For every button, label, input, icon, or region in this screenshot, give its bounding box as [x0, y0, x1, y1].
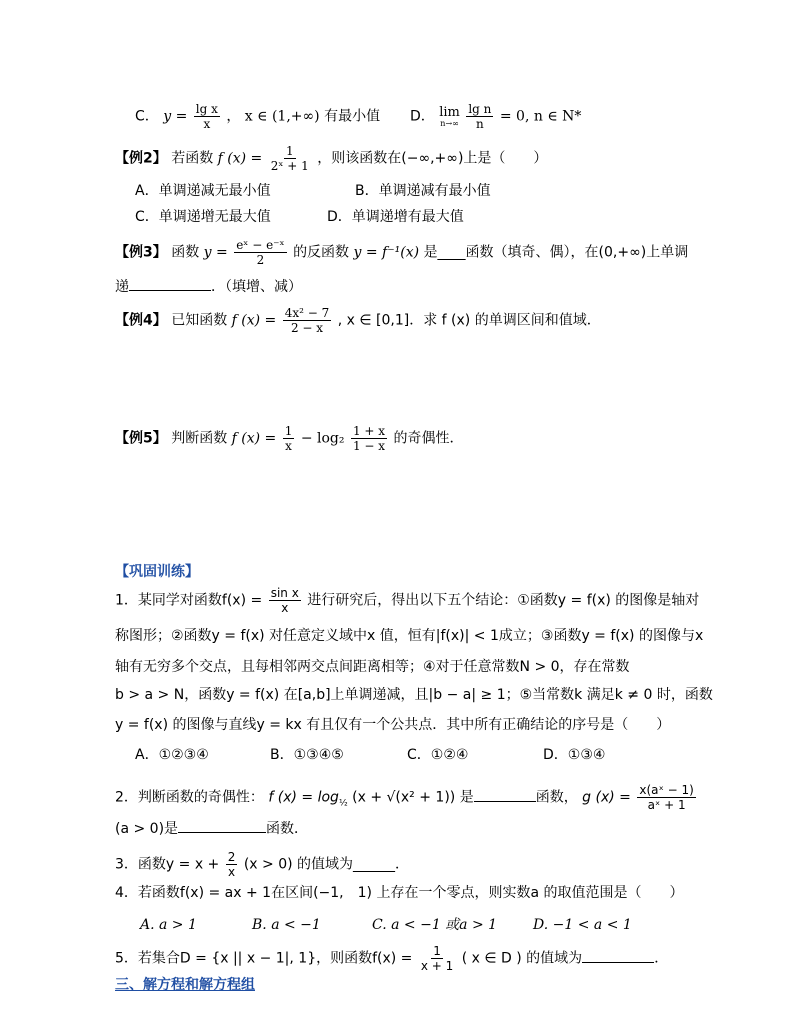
- example-4: 【例4】 已知函数 f (x) = $\frac{\text{4x² − 7}}{2 - x}$ , x ∈ [0,1]．求 f (x) 的单调区间和值域．: [115, 306, 601, 335]
- option-d-row: D． lim n→∞ $\frac{\text{lg n}}{n}$ = 0, n ∈ N*: [410, 102, 582, 131]
- q1-option-a: A．①②③④: [135, 747, 209, 763]
- q2-blank-1[interactable]: [474, 787, 536, 802]
- limit-symbol: lim n→∞: [439, 104, 460, 128]
- question-1-line-5: y = f(x) 的图像与直线y = kx 有且仅有一个公共点．其中所有正确结论的序号是（ ）: [115, 717, 671, 733]
- example-3-label: 【例3】: [115, 244, 167, 261]
- example-2-label: 【例2】: [115, 150, 167, 167]
- question-2-line-1: 2．判断函数的奇偶性： f $(x) = \log_{\frac{1}{2}} (x + √(x^2 + 1))$ 是 函数， g (x) = $\frac{\text{x(aˣ − 1)}}{\text{aˣ + 1}}$: [115, 783, 694, 812]
- question-1-line-4: b > a > N，函数y = f(x) 在[a,b]上单调递减，且|b − a| ≥ 1；⑤当常数k 满足k ≠ 0 时，函数: [115, 687, 713, 703]
- answer-blank[interactable]: [129, 276, 211, 291]
- q1-option-b: B．①③④⑤: [270, 747, 344, 763]
- ex2-option-c: C．单调递增无最大值: [135, 209, 271, 225]
- practice-heading: 【巩固训练】: [115, 564, 199, 580]
- q4-option-b: B. a < −1: [252, 917, 321, 933]
- q3-fraction: $\frac{2}{x}$: [227, 850, 236, 879]
- q5-fraction: $\frac{1}{x + 1}$: [420, 944, 454, 973]
- ex5-fraction-2: $\frac{1 + x}{1 - x}$: [352, 424, 386, 453]
- q2-blank-2[interactable]: [178, 818, 266, 833]
- option-c-row: C． y = $\frac{\text{lg x}}{x}$ ， x ∈ (1,+∞) 有最小值: [135, 102, 381, 131]
- q2-g-fraction: $\frac{\text{x(aˣ − 1)}}{\text{aˣ + 1}}$: [639, 783, 694, 812]
- q1-option-d: D．①③④: [543, 747, 606, 763]
- ex2-option-b: B．单调递减有最小值: [355, 183, 491, 199]
- question-1-line-3: 轴有无穷多个交点，且每相邻两交点间距离相等；④对于任意常数N > 0，存在常数: [115, 659, 630, 675]
- example-5: 【例5】 判断函数 f (x) = $\frac{1}{x}$ − log₂ $\frac{1 + x}{1 - x}$ 的奇偶性．: [115, 424, 464, 453]
- ex3-fraction: $\frac{\text{eˣ − e⁻ˣ}}{2}$: [236, 238, 285, 267]
- ex2-option-a: A．单调递减无最小值: [135, 183, 271, 199]
- example-2: 【例2】 若函数 f (x) = $\frac{1}{\text{2ˣ + 1}}$ ，则该函数在(−∞,+∞)上是（ ）: [115, 144, 548, 173]
- example-5-label: 【例5】: [115, 430, 167, 447]
- section-3-title: 三、解方程和解方程组: [115, 977, 255, 993]
- option-c-label: C．: [135, 108, 159, 125]
- q1-fraction: $\frac{\text{sin x}}{x}$: [270, 586, 299, 615]
- ex2-fraction: $\frac{1}{\text{2ˣ + 1}}$: [270, 144, 309, 173]
- question-1-line-2: 称图形；②函数y = f(x) 对任意定义域中x 值，恒有|f(x)| < 1成立；③函数y = f(x) 的图像与x: [115, 628, 704, 644]
- example-3-line-2: 递 ．（填增、减）: [115, 276, 302, 296]
- ex4-fraction: $\frac{\text{4x² − 7}}{2 - x}$: [284, 306, 330, 335]
- example-4-label: 【例4】: [115, 312, 167, 329]
- question-4: 4．若函数f(x) = ax + 1在区间(−1, 1) 上存在一个零点，则实数a 的取值范围是（ ）: [115, 885, 684, 901]
- ex5-fraction-1: $\frac{1}{x}$: [284, 424, 293, 453]
- c-fraction: $\frac{\text{lg x}}{x}$: [195, 102, 218, 131]
- d-fraction: $\frac{\text{lg n}}{n}$: [468, 102, 492, 131]
- q1-option-c: C．①②④: [407, 747, 469, 763]
- question-1-line-1: 1．某同学对函数f(x) = $\frac{\text{sin x}}{x}$ 进行研究后，得出以下五个结论：①函数y = f(x) 的图像是轴对: [115, 586, 700, 615]
- c-y: y =: [163, 108, 188, 125]
- ex2-option-d: D．单调递增有最大值: [327, 209, 464, 225]
- option-d-label: D．: [410, 108, 435, 125]
- q4-option-d: D. −1 < a < 1: [533, 917, 632, 933]
- question-5: 5．若集合D = {x || x − 1|, 1}，则函数f(x) = $\frac{1}{x + 1}$ ( x ∈ D ) 的值域为 ．: [115, 944, 669, 973]
- question-3: 3．函数y = x + $\frac{2}{x}$ (x > 0) 的值域为______．: [115, 850, 410, 879]
- q4-option-c: C. a < −1 或a > 1: [372, 917, 498, 933]
- example-3: 【例3】 函数 y = $\frac{\text{eˣ − e⁻ˣ}}{2}$ 的反函数 y = f⁻¹(x) 是____函数（填奇、偶），在(0,+∞)上单调: [115, 238, 689, 267]
- question-2-line-2: (a > 0)是 函数．: [115, 818, 308, 838]
- q4-option-a: A. a > 1: [140, 917, 197, 933]
- q5-blank[interactable]: [582, 948, 654, 963]
